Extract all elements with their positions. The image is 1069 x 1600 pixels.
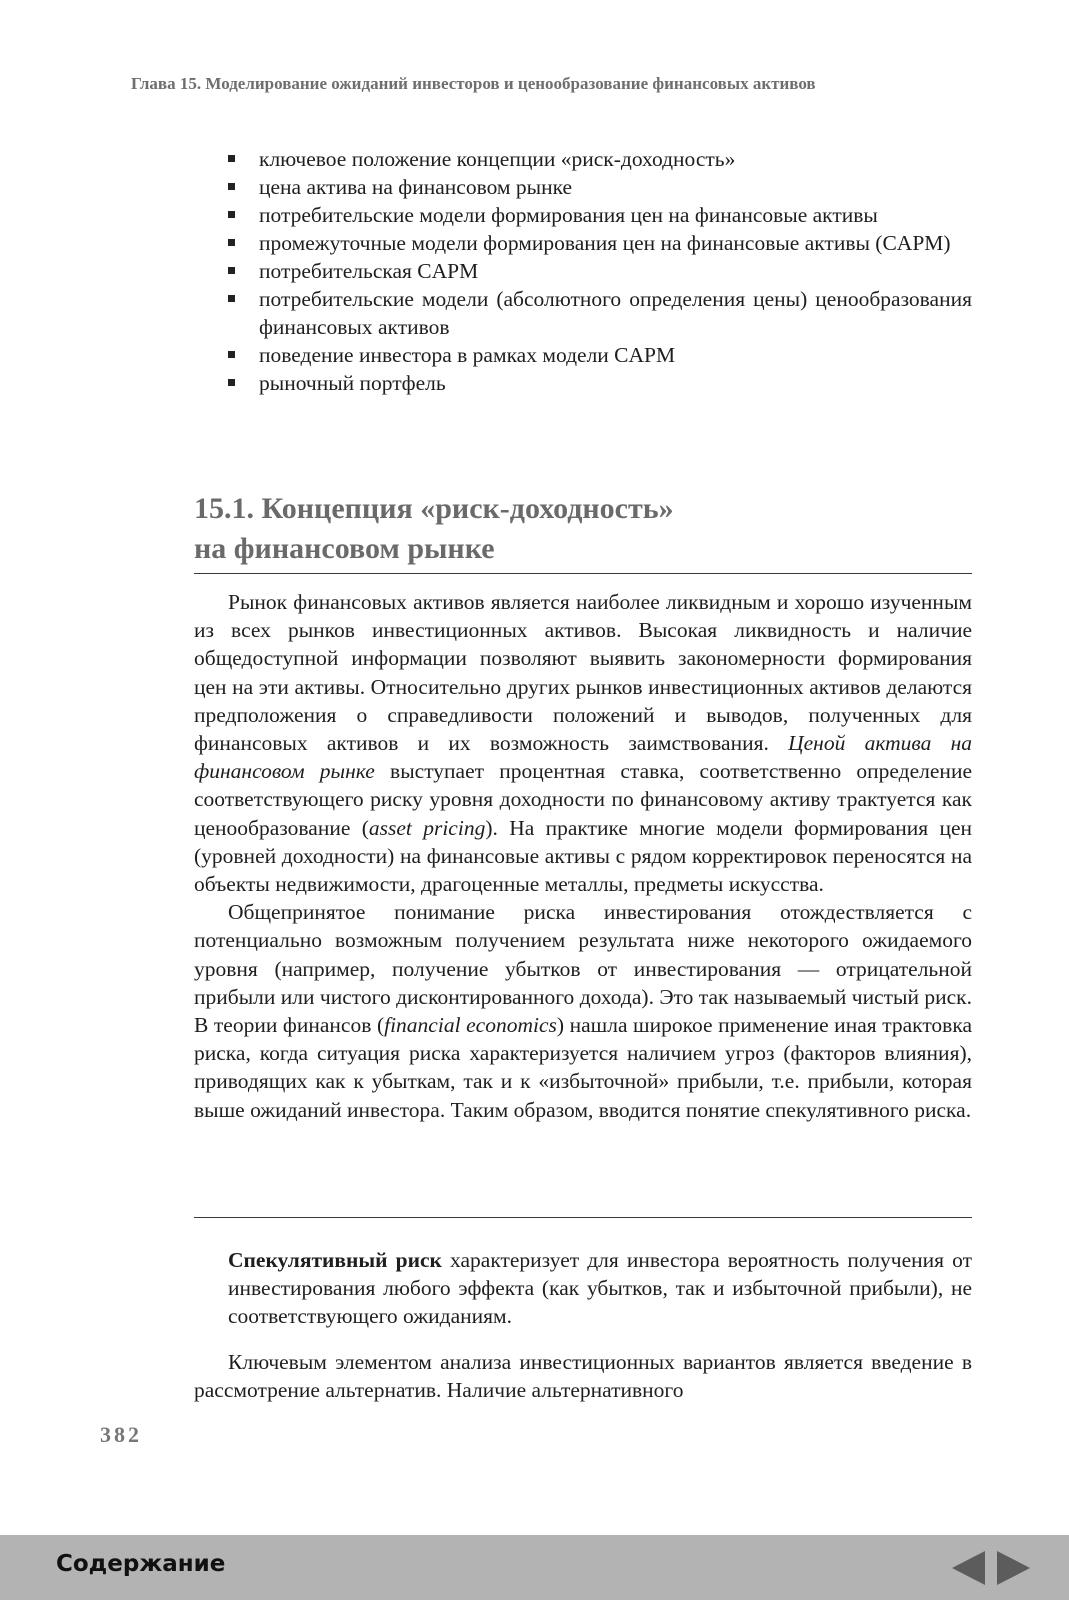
key-term-item: потребительская CAPM xyxy=(226,257,972,285)
italic-term: Ценой актива на финансовом рынке xyxy=(194,731,973,784)
paragraph: Ключевым элементом анализа инвестиционных вариантов является введение в рассмотрение альтернатив. Наличие альтернативного xyxy=(194,1350,972,1403)
paragraph-text: ). На практике многие модели формирования цен (уровней доходности) на финансовые активы с рядом корректировок переносятся на объекты недвижимости, драгоценные металлы, предметы искусства. xyxy=(194,815,973,897)
key-term-item: ключевое положение концепции «риск-доходность» xyxy=(226,145,972,173)
paragraph xyxy=(194,898,972,1124)
key-term-item: рыночный портфель xyxy=(226,369,972,397)
key-term-item: поведение инвестора в рамках модели CAPM xyxy=(226,341,972,369)
definition-box xyxy=(228,1246,972,1331)
section-divider xyxy=(194,573,972,574)
section-heading xyxy=(194,489,972,569)
page-number: 382 xyxy=(100,1422,142,1447)
paragraph xyxy=(194,588,972,898)
key-term-item: промежуточные модели формирования цен на финансовые активы (CAPM) xyxy=(226,229,972,257)
paragraph-text: Общепринятое понимание риска инвестирования отождествляется с потенциально возможным получением результата ниже некоторого ожидаемого уровня (например, получение убытков от инвестирования — отрицательной прибыли или чистого дисконтированного дохода). Это так называемый чистый риск. В теории финансов ( xyxy=(194,900,972,1038)
contents-link[interactable]: Содержание xyxy=(56,1551,226,1577)
paragraph-text: выступает процентная ставка, соответственно определение соответствующего риску уровня доходности по финансовому активу трактуется как ценообразование ( xyxy=(194,759,972,840)
key-terms-list xyxy=(226,145,972,397)
key-term-item: потребительские модели формирования цен на финансовые активы xyxy=(226,201,972,229)
running-head: Глава 15. Моделирование ожиданий инвесторов и ценообразование финансовых активов xyxy=(131,74,816,93)
section-heading-line1: 15.1. Концепция «риск-доходность» xyxy=(194,492,674,525)
previous-page-arrow-icon[interactable] xyxy=(952,1551,985,1585)
paragraph-text: ) нашла широкое применение иная трактовка риска, когда ситуация риска характеризуется наличием угроз (факторов влияния), приводящих как к убыткам, так и к «избыточной» прибыли, т.е. прибыли, которая выше ожиданий инвестора. Таким образом, вводится понятие спекулятивного риска. xyxy=(194,1013,972,1122)
key-term-item: потребительские модели (абсолютного определения цены) ценообразования финансовых активов xyxy=(226,285,972,341)
next-page-arrow-icon[interactable] xyxy=(997,1551,1030,1585)
section-body xyxy=(194,588,972,1124)
footer-navigation-bar xyxy=(0,1535,1069,1600)
italic-term: financial economics xyxy=(384,1013,557,1038)
italic-term: asset pricing xyxy=(368,815,486,840)
section-heading-line2: на финансовом рынке xyxy=(194,532,495,565)
definition-text: характеризует для инвестора вероятность получения от инвестирования любого эффекта (как убытков, так и избыточной прибыли), не соответствующего ожиданиям. xyxy=(228,1248,972,1329)
definition-term: Спекулятивный риск xyxy=(228,1248,442,1272)
key-term-item: цена актива на финансовом рынке xyxy=(226,173,972,201)
definition-divider xyxy=(194,1217,972,1218)
paragraph-text: Рынок финансовых активов является наиболее ликвидным и хорошо изученным из всех рынков инвестиционных активов. Высокая ликвидность и наличие общедоступной информации позволяют выявить закономерности формирования цен на эти активы. Относительно других рынков инвестиционных активов делаются предположения о справедливости положений и выводов, полученных для финансовых активов и их возможность заимствования. xyxy=(194,590,972,756)
